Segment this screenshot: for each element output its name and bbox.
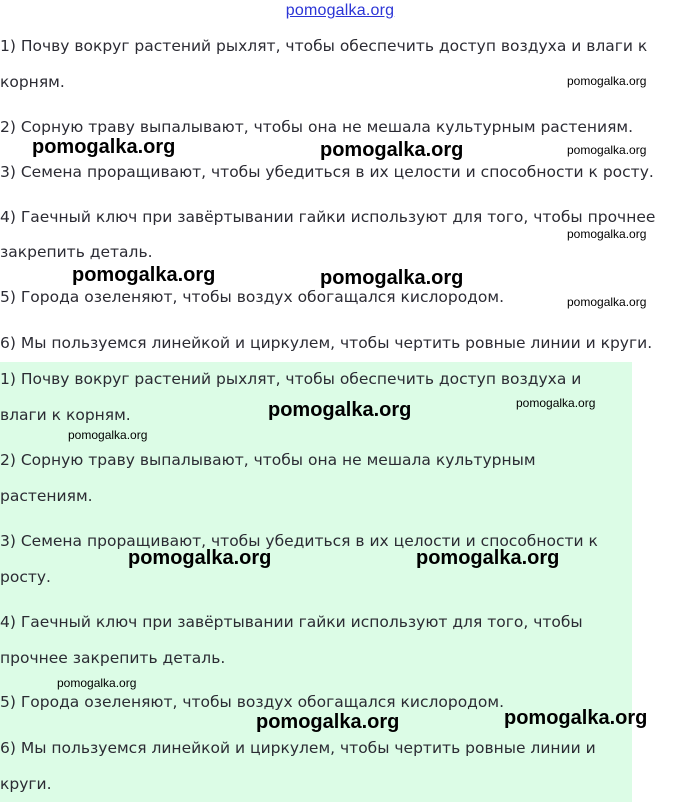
answer-line: круги.: [0, 775, 52, 793]
answer-line: 3) Семена проращивают, чтобы убедиться в их целости и способности к: [0, 532, 598, 550]
watermark: pomogalka.org: [504, 707, 648, 729]
watermark: pomogalka.org: [516, 396, 596, 410]
answer-line: росту.: [0, 568, 51, 586]
watermark: pomogalka.org: [268, 399, 412, 421]
watermark: pomogalka.org: [567, 295, 647, 309]
watermark: pomogalka.org: [256, 711, 400, 733]
watermark: pomogalka.org: [320, 139, 464, 161]
task-line: 3) Семена проращивают, чтобы убедиться в их целости и способности к росту.: [0, 163, 654, 181]
answer-line: 5) Города озеленяют, чтобы воздух обогащался кислородом.: [0, 693, 505, 711]
answer-line: растениям.: [0, 487, 93, 505]
watermark: pomogalka.org: [68, 428, 148, 442]
task-line: корням.: [0, 73, 65, 91]
watermark: pomogalka.org: [416, 547, 560, 569]
task-line: 5) Города озеленяют, чтобы воздух обогащался кислородом.: [0, 288, 505, 306]
task-line: 4) Гаечный ключ при завёртывании гайки используют для того, чтобы прочнее: [0, 208, 656, 226]
answer-line: 1) Почву вокруг растений рыхлят, чтобы обеспечить доступ воздуха и: [0, 370, 582, 388]
watermark: pomogalka.org: [320, 267, 464, 289]
answer-line: прочнее закрепить деталь.: [0, 649, 226, 667]
watermark: pomogalka.org: [128, 547, 272, 569]
answer-line: 2) Сорную траву выпалывают, чтобы она не мешала культурным: [0, 451, 536, 469]
watermark: pomogalka.org: [567, 143, 647, 157]
answer-line: 6) Мы пользуемся линейкой и циркулем, чтобы чертить ровные линии и: [0, 739, 596, 757]
site-link[interactable]: pomogalka.org: [285, 2, 395, 19]
watermark: pomogalka.org: [32, 136, 176, 158]
watermark: pomogalka.org: [567, 227, 647, 241]
task-line: закрепить деталь.: [0, 243, 153, 261]
watermark: pomogalka.org: [72, 264, 216, 286]
task-line: 1) Почву вокруг растений рыхлят, чтобы обеспечить доступ воздуха и влаги к: [0, 37, 648, 55]
answer-line: влаги к корням.: [0, 406, 131, 424]
task-line: 6) Мы пользуемся линейкой и циркулем, чтобы чертить ровные линии и круги.: [0, 334, 653, 352]
watermark: pomogalka.org: [57, 676, 137, 690]
task-line: 2) Сорную траву выпалывают, чтобы она не мешала культурным растениям.: [0, 118, 634, 136]
answer-line: 4) Гаечный ключ при завёртывании гайки используют для того, чтобы: [0, 613, 583, 631]
watermark: pomogalka.org: [567, 74, 647, 88]
